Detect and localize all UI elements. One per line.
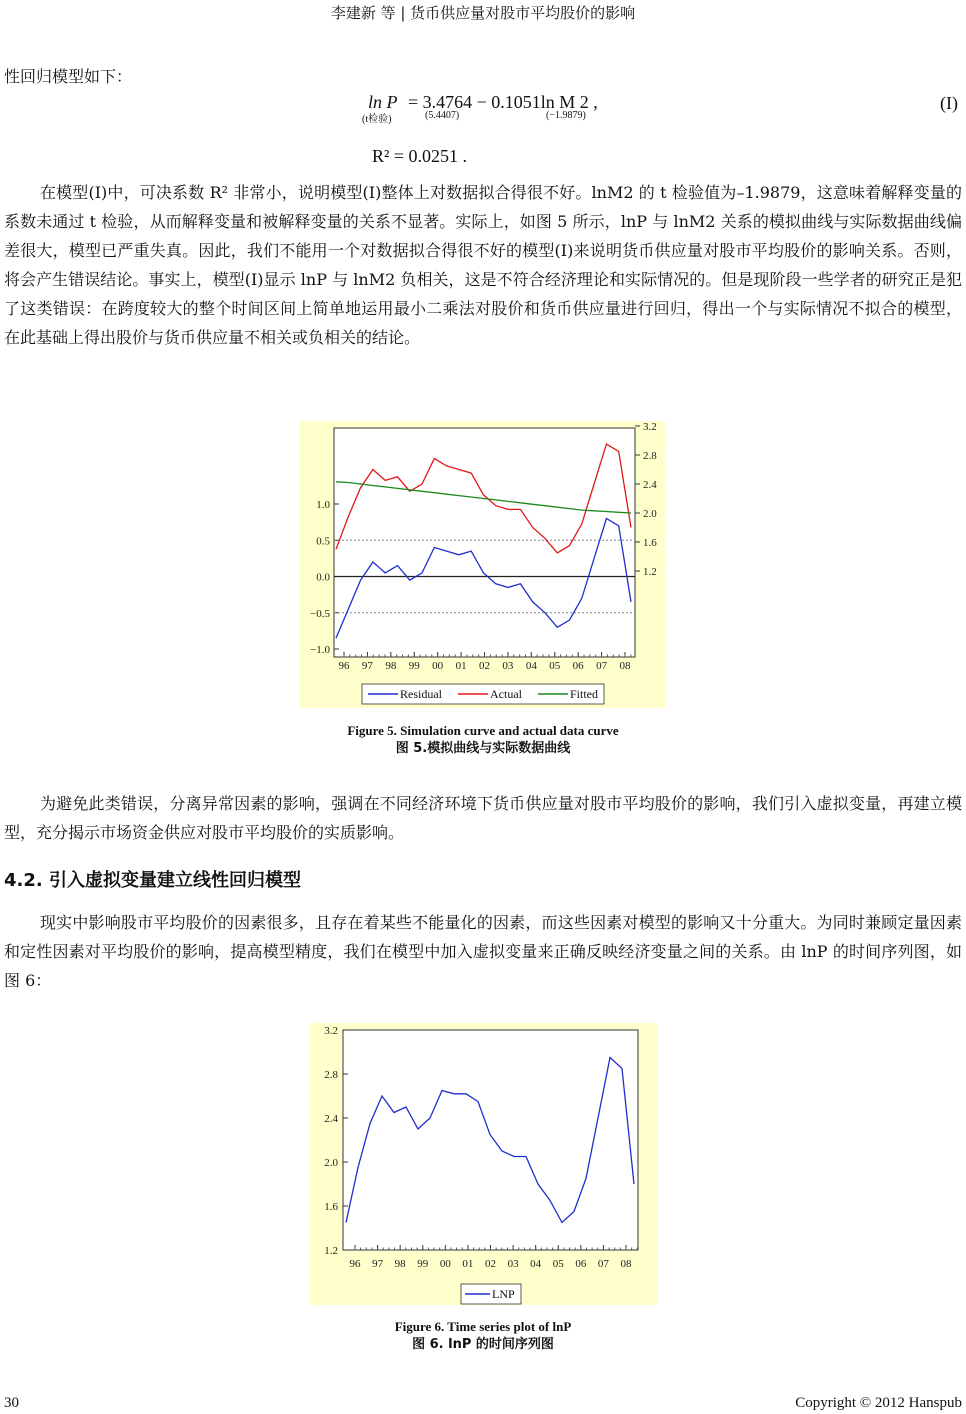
y-tick-label: 2.0 (324, 1157, 338, 1169)
x-tick-label: 98 (394, 1258, 406, 1270)
x-tick-label: 01 (455, 660, 467, 672)
x-tick-label: 96 (338, 660, 350, 672)
y-right-tick-label: 2.0 (643, 508, 657, 520)
legend-label-actual: Actual (490, 687, 522, 701)
y-right-tick-label: 3.2 (643, 421, 657, 433)
figure-6-chart (310, 1023, 657, 1305)
y-left-tick-label: −1.0 (310, 644, 330, 656)
x-tick-label: 01 (462, 1258, 474, 1270)
x-tick-label: 04 (525, 660, 537, 672)
figure-5-caption-cn: 图 5.模拟曲线与实际数据曲线 (395, 741, 571, 756)
x-tick-label: 08 (620, 1258, 632, 1270)
x-tick-label: 03 (502, 660, 514, 672)
y-tick-label: 2.4 (324, 1113, 338, 1125)
x-tick-label: 98 (385, 660, 397, 672)
figure-6-caption-en: Figure 6. Time series plot of lnP (394, 1319, 572, 1334)
equation-rhs: = 3.4764 − 0.1051ln M 2 , (408, 92, 598, 112)
copyright: Copyright © 2012 Hanspub (795, 1395, 962, 1411)
paragraph-3: 现实中影响股市平均股价的因素很多，且存在着某些不能量化的因素，而这些因素对模型的影响又十分重大。为同时兼顾定量因素和定性因素对平均股价的影响，提高模型精度，我们在模型中加入虚拟变量来正确反映经济变量之间的关系。由 lnP 的时间序列图，如图 6： (4, 913, 962, 990)
paragraph-1: 在模型(I)中，可决系数 R² 非常小，说明模型(I)整体上对数据拟合得很不好。lnM2 的 t 检验值为–1.9879，这意味着解释变量的系数未通过 t 检验，从而解释变量和被解释变量的关系不显著。实际上，如图 5 所示，lnP 与 lnM2 关系的模拟曲线与实际数据曲线偏差很大，模型已严重失真。因此，我们不能用一个对数据拟合得很不好的模型(I)来说明货币供应量对股市平均股价的影响关系。否则，将会产生错误结论。事实上，模型(I)显示 lnP 与 lnM2 负相关，这是不符合经济理论和实际情况的。但是现阶段一些学者的研究正是犯了这类错误：在跨度较大的整个时间区间上简单地运用最小二乘法对股价和货币供应量进行回归，得出一个与实际情况不拟合的模型，在此基础上得出股价与货币供应量不相关或负相关的结论。 (4, 183, 962, 347)
x-tick-label: 04 (530, 1258, 542, 1270)
x-tick-label: 07 (597, 1258, 609, 1270)
x-tick-label: 99 (417, 1258, 429, 1270)
page-number: 30 (4, 1395, 19, 1411)
y-right-tick-label: 2.8 (643, 450, 657, 462)
y-left-tick-label: −0.5 (310, 607, 330, 620)
equation-lhs: ln P (368, 92, 398, 112)
x-tick-label: 97 (361, 660, 373, 672)
figure-6-caption-cn: 图 6. lnP 的时间序列图 (412, 1337, 554, 1352)
figure-5-chart (300, 421, 665, 708)
equation-t1: (5.4407) (425, 110, 460, 121)
x-tick-label: 02 (479, 660, 490, 672)
y-right-tick-label: 1.2 (643, 566, 657, 578)
x-tick-label: 00 (439, 1258, 451, 1270)
y-tick-label: 3.2 (324, 1025, 338, 1037)
y-right-tick-label: 1.6 (643, 537, 657, 549)
x-tick-label: 06 (572, 660, 584, 672)
equation-r2: R² = 0.0251 . (372, 146, 468, 166)
x-tick-label: 99 (408, 660, 420, 672)
x-tick-label: 05 (552, 1258, 564, 1270)
y-left-tick-label: 0.5 (316, 535, 330, 548)
x-tick-label: 08 (619, 660, 631, 672)
x-tick-label: 00 (432, 660, 444, 672)
legend-label-fitted: Fitted (570, 687, 599, 701)
x-tick-label: 06 (575, 1258, 587, 1270)
section-heading: 4.2. 引入虚拟变量建立线性回归模型 (4, 870, 301, 891)
legend-label-residual: Residual (400, 687, 442, 701)
x-tick-label: 96 (349, 1258, 361, 1270)
figure-5-caption-en: Figure 5. Simulation curve and actual data curve (347, 723, 619, 738)
intro-line: 性回归模型如下： (4, 67, 133, 86)
plot-area (334, 428, 635, 657)
equation-tag: (I) (940, 93, 958, 113)
y-tick-label: 1.2 (324, 1245, 338, 1257)
x-tick-label: 97 (372, 1258, 384, 1270)
x-tick-label: 05 (549, 660, 561, 672)
paragraph-2: 为避免此类错误，分离异常因素的影响，强调在不同经济环境下货币供应量对股市平均股价的影响，我们引入虚拟变量，再建立模型，充分揭示市场资金供应对股市平均股价的实质影响。 (4, 794, 962, 842)
figure-6 (310, 1023, 657, 1305)
equation-t-label: (t检验) (362, 114, 392, 125)
running-header: 李建新 等 | 货币供应量对股市平均股价的影响 (330, 4, 636, 22)
equation-t2: (−1.9879) (546, 110, 586, 121)
y-left-tick-label: 0.0 (316, 571, 330, 584)
y-tick-label: 1.6 (324, 1201, 338, 1213)
legend-label-lnp: LNP (492, 1287, 515, 1301)
x-tick-label: 03 (507, 1258, 519, 1270)
y-right-tick-label: 2.4 (643, 479, 657, 491)
x-tick-label: 02 (485, 1258, 496, 1270)
x-tick-label: 07 (596, 660, 608, 672)
y-left-tick-label: 1.0 (316, 499, 330, 511)
figure-5 (300, 421, 665, 708)
y-tick-label: 2.8 (324, 1069, 338, 1081)
